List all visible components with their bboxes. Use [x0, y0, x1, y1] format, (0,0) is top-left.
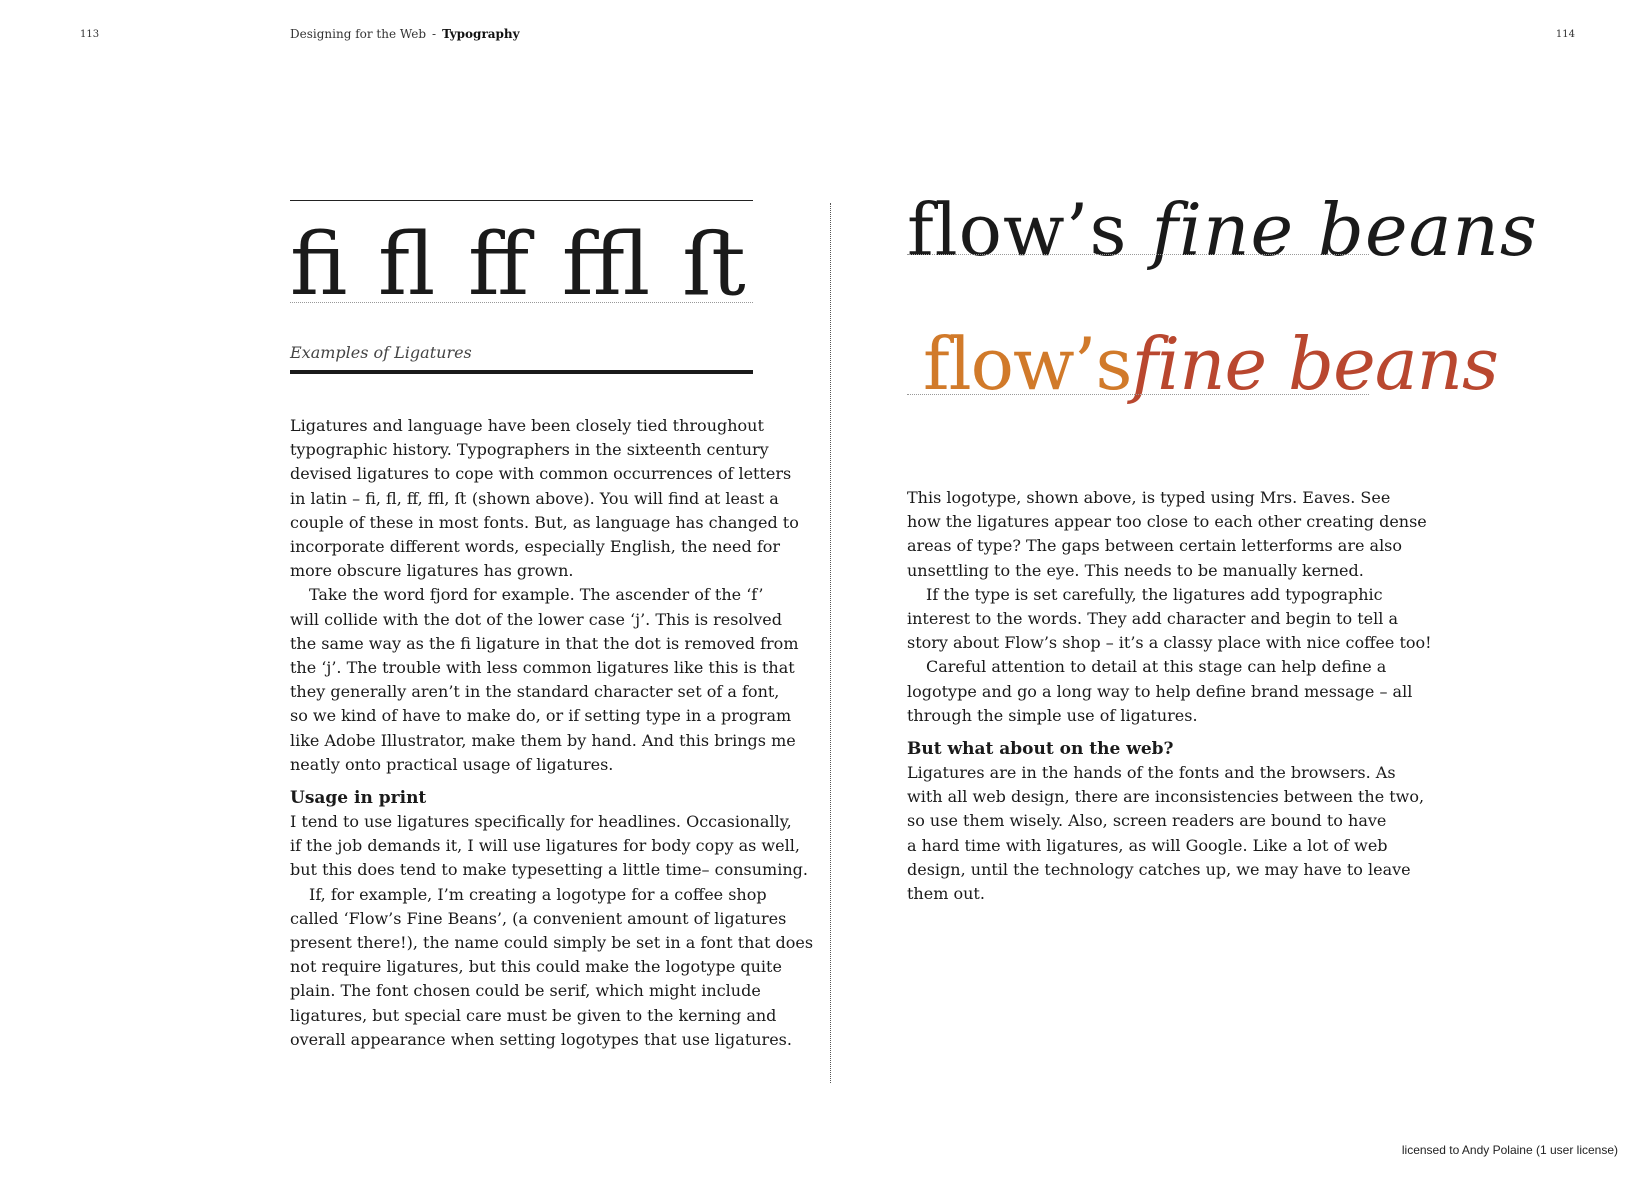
page-number-right: 114 — [1555, 29, 1575, 40]
right-column — [907, 486, 1432, 906]
logotype-kerned — [907, 322, 1498, 428]
ligature-ffl: ﬄ — [562, 215, 651, 315]
paragraph: This logotype, shown above, is typed using Mrs. Eaves. See how the ligatures appear too close to each other creating dense areas of type? The gaps between certain letterforms are also unsettling to the eye. This needs to be manually kerned. — [907, 488, 1427, 580]
paragraph: If, for example, I’m creating a logotype for a coffee shop called ‘Flow’s Fine Beans’, (a convenient amount of ligatures present there!), the name could simply be set in a font that does not require ligatures, but this could make the logotype quite plain. The font chosen could be serif, which might include ligatures, but special care must be given to the kerning and overall appearance when setting logotypes that use ligatures. — [290, 884, 814, 1049]
book-title: Designing for the Web — [290, 27, 427, 41]
paragraph: If the type is set carefully, the ligatures add typographic interest to the words. They add character and begin to tell a story about Flow’s shop – it’s a classy place with nice coffee too! — [907, 584, 1432, 653]
page-number-left: 113 — [80, 29, 100, 40]
paragraph: I tend to use ligatures specifically for headlines. Occasionally, if the job demands it, I will use ligatures for body copy as well, but this does tend to make typesetting a little time– consuming. — [290, 812, 808, 880]
ligature-fi: ﬁ — [290, 215, 348, 315]
section-heading: Usage in print — [290, 788, 427, 809]
logotype-baseline — [907, 394, 1369, 395]
paragraph: Careful attention to detail at this stage can help define a logotype and go a long way to help define brand message – all through the simple use of ligatures. — [907, 657, 1413, 725]
paragraph: Ligatures and language have been closely tied throughout typographic history. Typographers in the sixteenth century devised ligatures to cope with common occurrences of letters in latin – fi, fl, ff, ffl, ﬅ (shown above). You will find at least a couple of these in most fonts. But, as language has changed to incorporate different words, especially English, the need for more obscure ligatures has grown. — [290, 416, 799, 581]
logotype-baseline — [907, 254, 1369, 255]
section-heading: But what about on the web? — [907, 739, 1174, 760]
chapter-title: Typography — [442, 27, 520, 41]
ligature-ff: ﬀ — [468, 215, 530, 315]
paragraph: Take the word fjord for example. The ascender of the ‘f’ will collide with the dot of the lower case ‘j’. This is resolved the same way as the fi ligature in that the dot is removed from the ‘j’. The trouble with less common ligatures like this is that they generally aren’t in the standard character set of a font, so we kind of have to make do, or if setting type in a program like Adobe Illustrator, make them by hand. And this brings me neatly onto practical usage of ligatures. — [290, 585, 799, 774]
logotype-kerned-text: flow’sfine beans — [923, 322, 1498, 406]
running-head-separator: - — [432, 27, 437, 41]
license-notice: licensed to Andy Polaine (1 user license) — [1401, 1143, 1618, 1157]
left-column — [290, 414, 814, 1052]
column-divider — [830, 203, 831, 1083]
ligature-ft: ﬅ — [682, 215, 749, 315]
running-head — [290, 27, 520, 41]
ligature-examples — [290, 212, 753, 315]
logotype-plain — [907, 188, 1538, 284]
caption-rule — [290, 370, 753, 374]
ligature-fl: ﬂ — [378, 215, 436, 315]
figure-caption: Examples of Ligatures — [290, 343, 472, 362]
ligature-baseline — [290, 302, 753, 303]
logotype-plain-text: flow’s fine beans — [907, 188, 1538, 272]
figure-top-rule — [290, 200, 753, 201]
paragraph: Ligatures are in the hands of the fonts and the browsers. As with all web design, there are inconsistencies between the two, so use them wisely. Also, screen readers are bound to have a hard time with ligatures, as will Google. Like a lot of web design, until the technology catches up, we may have to leave them out. — [907, 763, 1425, 904]
